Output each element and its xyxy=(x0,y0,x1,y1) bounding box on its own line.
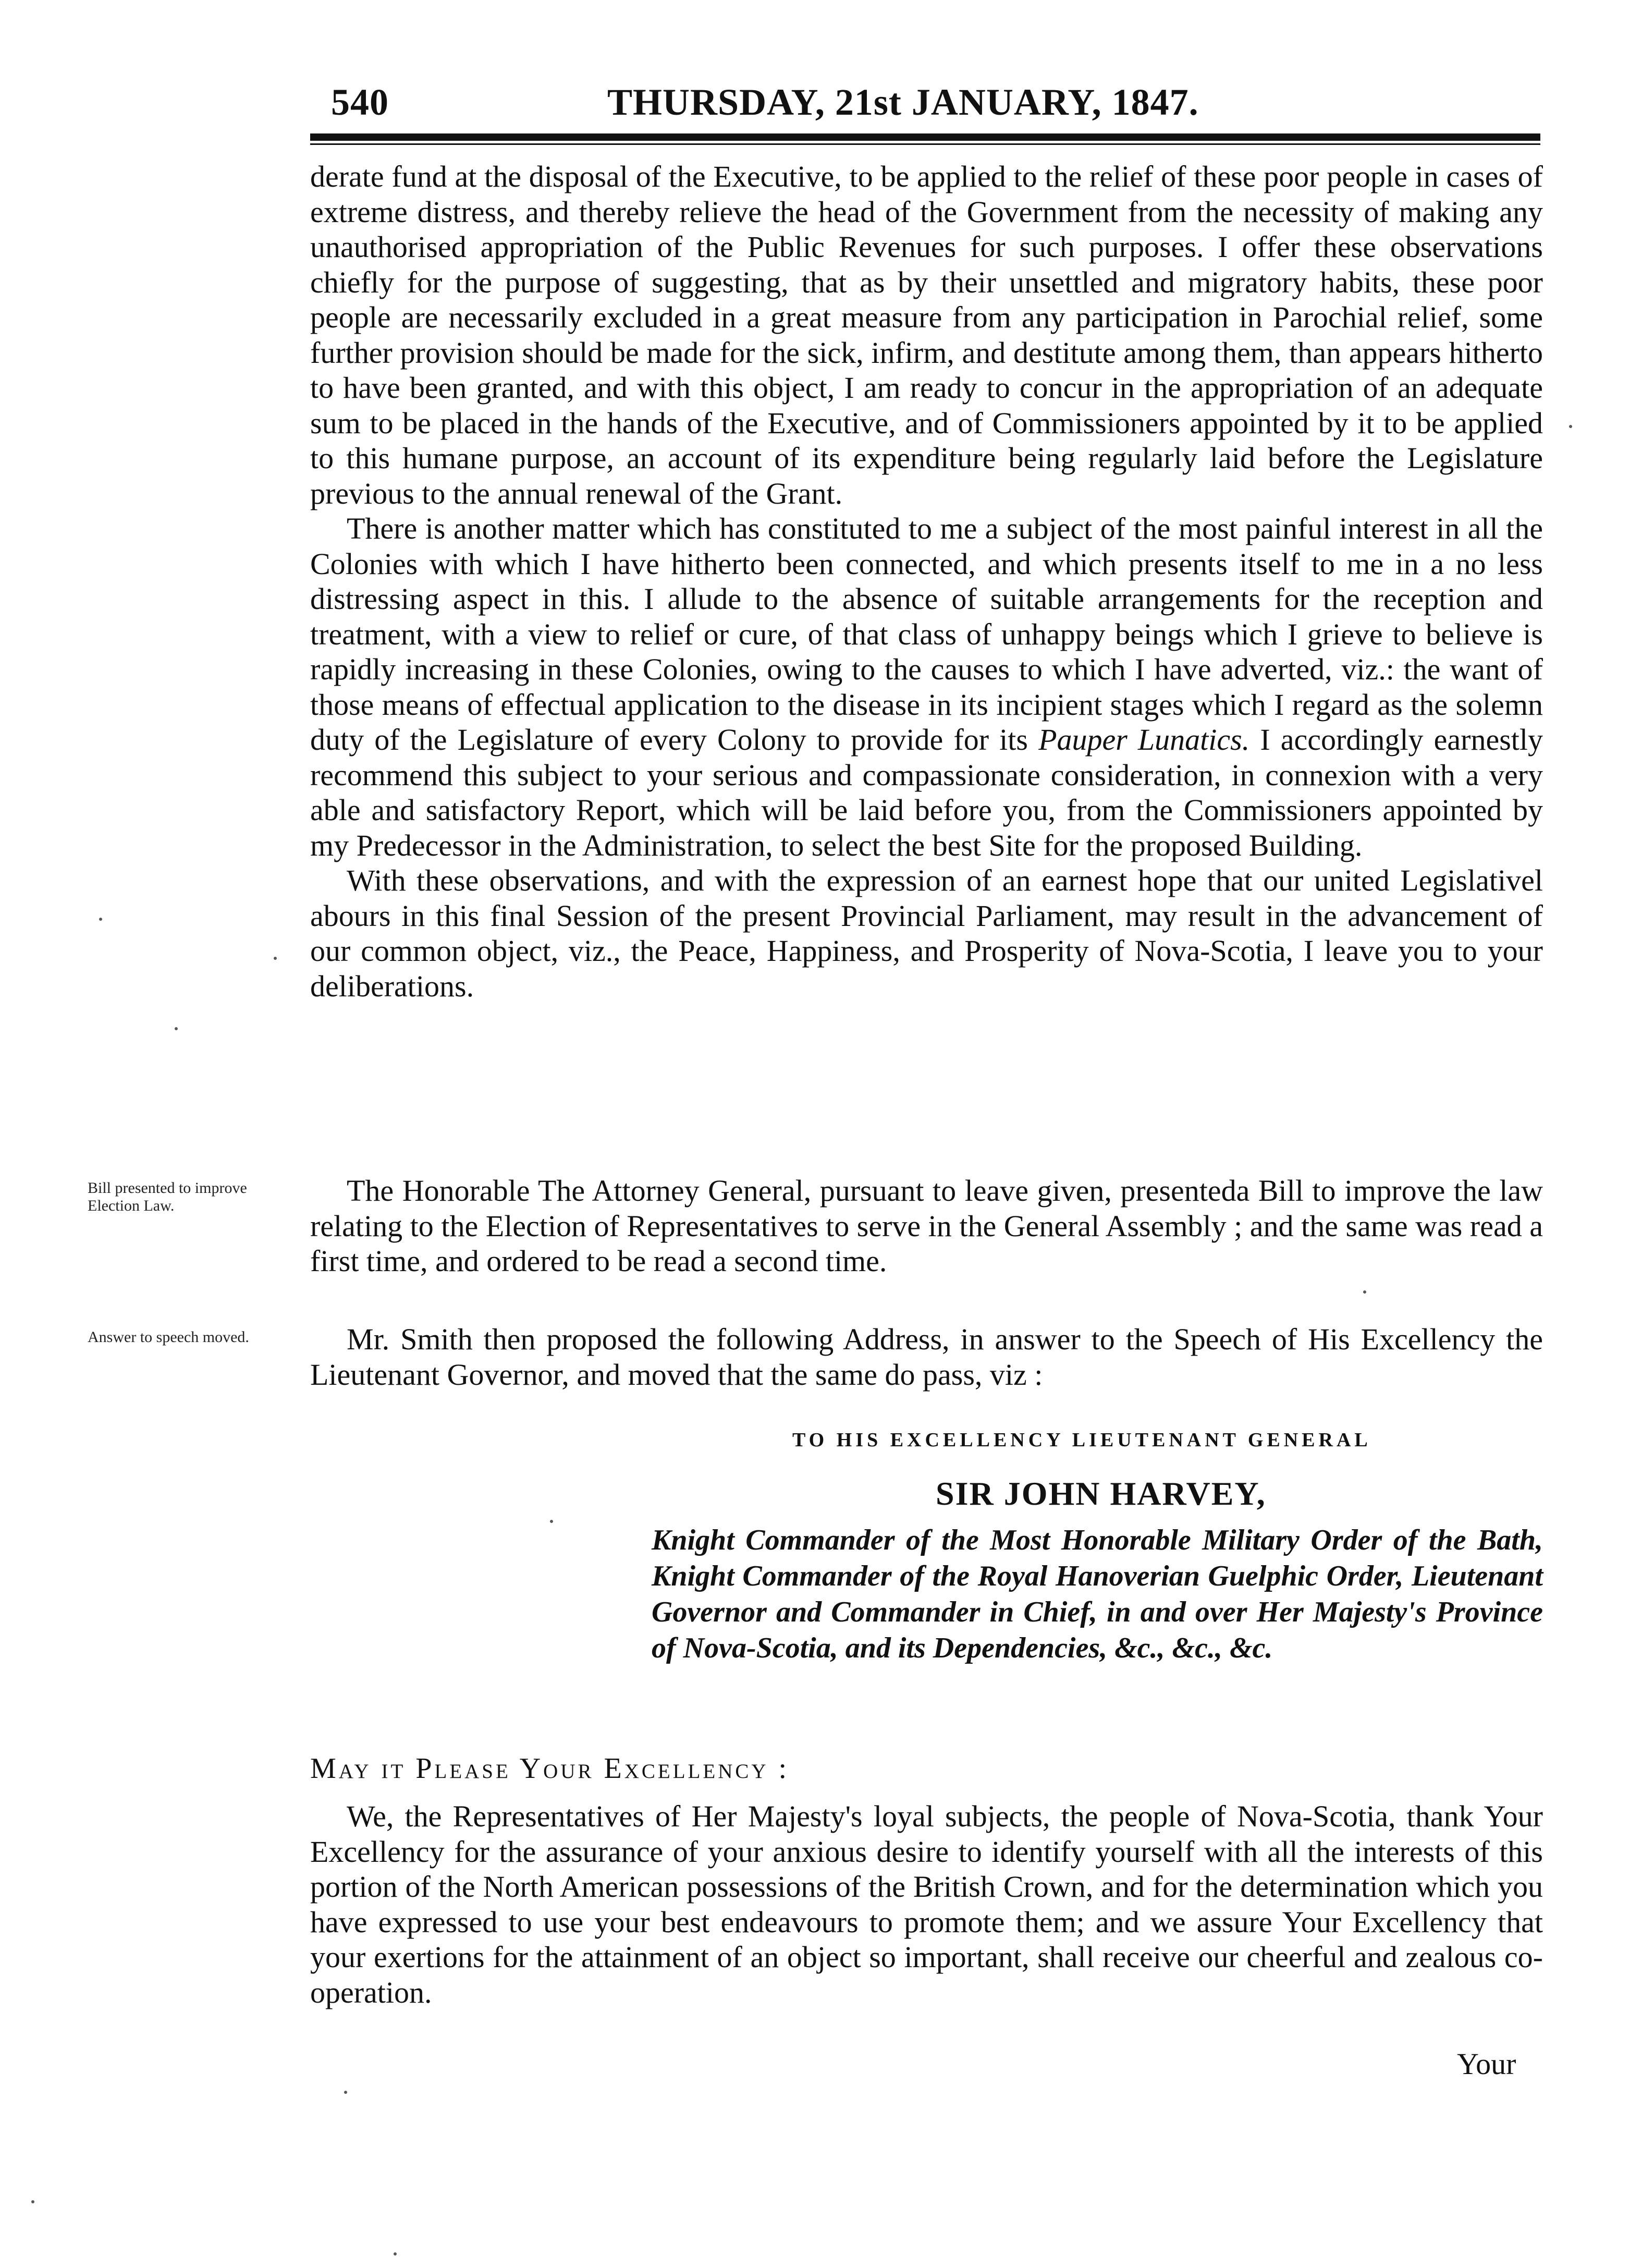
paragraph-lunatics-italic: Pauper Lunatics. xyxy=(1038,723,1250,757)
paragraph-address-motion: Mr. Smith then proposed the following Address, in answer to the Speech of His Excellency the Lieutenant Governor, and moved that the same do pass, viz : xyxy=(310,1322,1543,1392)
header-rule-thick xyxy=(310,133,1540,141)
catchword: Your xyxy=(1457,2047,1516,2081)
print-speck xyxy=(99,918,102,921)
paragraph-reply: We, the Representatives of Her Majesty's loyal subjects, the people of Nova-Scotia, thank Your Excellency for the assurance of your anxious desire to identify yourself with all the interests of this portion of the North American possessions of the British Crown, and for the determination which you have expressed to use your best endeavours to promote them; and we assure Your Excellency that your exertions for the attainment of an object so important, shall receive our cheerful and zealous co-operation. xyxy=(310,1799,1543,2009)
print-speck xyxy=(344,2091,347,2094)
page-date-heading: THURSDAY, 21st JANUARY, 1847. xyxy=(607,81,1199,123)
paragraph-closing-deliberations: With these observations, and with the expression of an earnest hope that our united Legislativel abours in this final Session of the present Provincial Parliament, may result in the advancement of our common object, viz., the Peace, Happiness, and Prosperity of Nova-Scotia, I leave you to your deliberations. xyxy=(310,863,1543,1003)
marginal-note-answer-speech: Answer to speech moved. xyxy=(88,1328,249,1346)
print-speck xyxy=(274,957,277,960)
print-speck xyxy=(1363,1290,1366,1294)
reply-body xyxy=(310,1799,1543,2010)
page-header xyxy=(331,76,1540,133)
paragraph-lunatics-before: There is another matter which has constituted to me a subject of the most painful interest in all the Colonies with which I have hitherto been connected, and which presents itself to me in a no less distressing aspect in this. I allude to the absence of suitable arrangements for the reception and treatment, with a view to relief or cure, of that class of unhappy beings which I grieve to believe is rapidly increasing in these Colonies, owing to the causes to which I have adverted, viz.: the want of those means of effectual application to the disease in its incipient stages which I regard as the solemn duty of the Legislature of every Colony to provide for its xyxy=(310,511,1543,757)
paragraph-lunatics-after: I accordingly earnestly recommend this subject to your serious and compassionate consideration, in connexion with a very able and satisfactory Report, which will be laid before you, from the Commissioners appointed by my Predecessor in the Administration, to select the best Site for the proposed Building. xyxy=(310,723,1543,862)
page-number: 540 xyxy=(331,81,389,123)
speech-continuation xyxy=(310,159,1543,1004)
print-speck xyxy=(175,1027,178,1030)
address-heading: TO HIS EXCELLENCY LIEUTENANT GENERAL xyxy=(792,1429,1371,1451)
header-rule-thin xyxy=(310,143,1540,145)
paragraph-pauper-lunatics xyxy=(310,511,1543,863)
marginal-note-election-bill: Bill presented to improve Election Law. xyxy=(88,1179,247,1214)
print-speck xyxy=(550,1520,553,1523)
paragraph-destitute-relief: derate fund at the disposal of the Executive, to be applied to the relief of these poor people in cases of extreme distress, and thereby relieve the head of the Government from the necessity of making any unauthorised appropriation of the Public Revenues for such purposes. I offer these observations chiefly for the purpose of suggesting, that as by their unsettled and migratory habits, these poor people are necessarily excluded in a great measure from any participation in Parochial relief, some further provision should be made for the sick, infirm, and destitute among them, than appears hitherto to have been granted, and with this object, I am ready to concur in the appropriation of an adequate sum to be placed in the hands of the Executive, and of Commissioners appointed by it to be applied to this humane purpose, an account of its expenditure being regularly laid before the Legislature previous to the annual renewal of the Grant. xyxy=(310,160,1543,510)
address-name: SIR JOHN HARVEY, xyxy=(936,1475,1266,1512)
minutes-election-bill xyxy=(310,1173,1543,1279)
minutes-address-motion xyxy=(310,1322,1543,1392)
address-titles: Knight Commander of the Most Honorable Military Order of the Bath, Knight Commander of the Royal Hanoverian Guelphic Order, Lieutenant Governor and Commander in Chief, in and over Her Majesty's Province of Nova-Scotia, and its Dependencies, &c., &c., &c. xyxy=(652,1524,1543,1664)
paragraph-election-bill: The Honorable The Attorney General, pursuant to leave given, presenteda Bill to improve the law relating to the Election of Representatives to serve in the General Assembly ; and the same was read a first time, and ordered to be read a second time. xyxy=(310,1174,1543,1278)
print-speck xyxy=(1569,425,1572,428)
salutation: May it Please Your Excellency : xyxy=(310,1752,790,1785)
print-speck xyxy=(394,2252,397,2255)
print-speck xyxy=(31,2200,34,2203)
